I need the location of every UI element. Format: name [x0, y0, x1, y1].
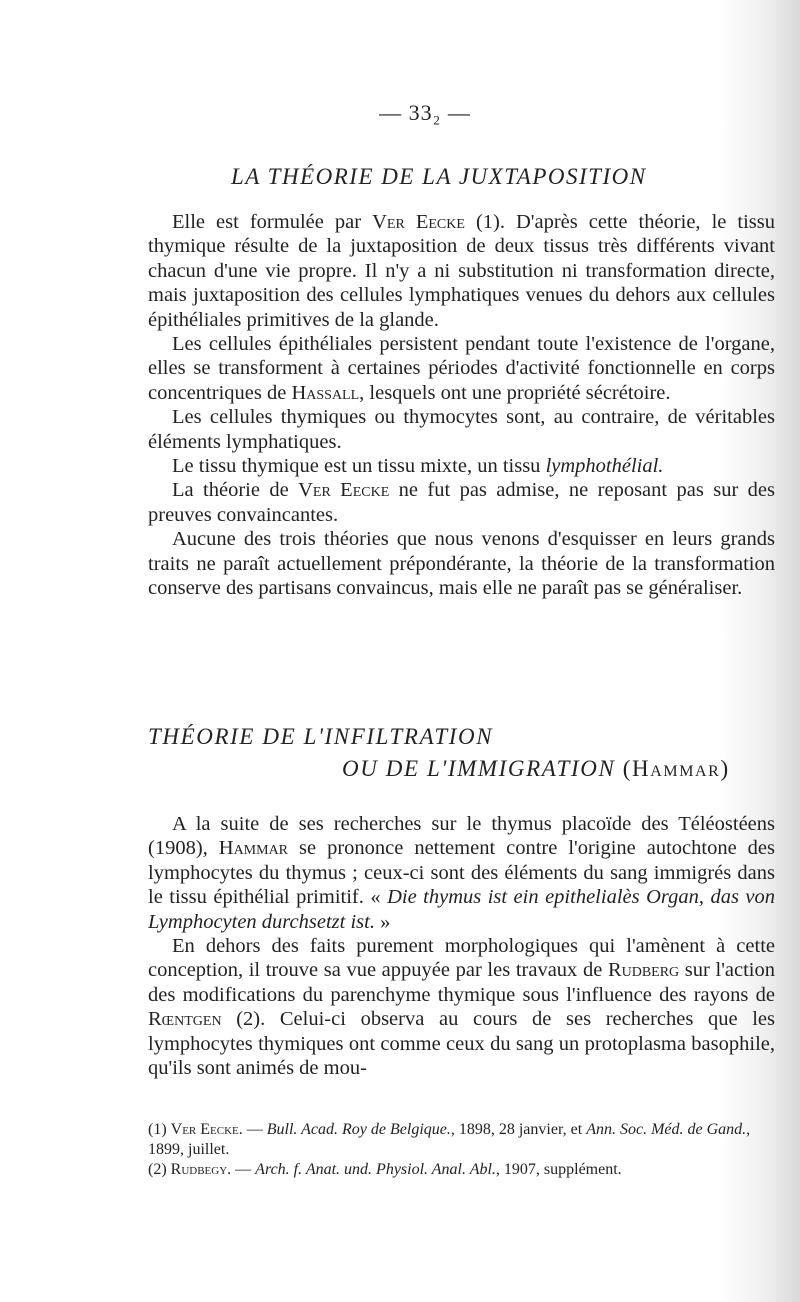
paragraph: Aucune des trois théories que nous venons d'esquisser en leurs grands traits ne paraît actuellement prépondérante, la théorie de la transformation conserve des partisans convaincus, mais elle ne paraît pas se généraliser. [148, 528, 775, 600]
section-title-immigration [342, 756, 730, 782]
footnote-source: Bull. Acad. Roy de Belgique. [266, 1121, 451, 1138]
text-run: , lesquels ont une propriété sécrétoire. [359, 381, 671, 404]
text-run: ne fut pas admise, ne reposant pas sur des preuves convaincantes. [148, 479, 775, 526]
text-run: Les cellules épithéliales persistent pendant toute l'existence de l'organe, elles se transforment à certaines périodes d'activité fonctionnelle en corps concentriques de [148, 333, 775, 404]
text-run: (2). Celui-ci observa au cours de ses recherches que les lymphocytes thymiques ont comme ceux du sang un protoplasma basophile, qu'ils sont animés de mou- [148, 1008, 775, 1080]
footnote-number: (1) [148, 1121, 171, 1138]
paragraph [148, 332, 775, 405]
footnotes [148, 1120, 788, 1180]
text-run: Le tissu thymique est un tissu mixte, un tissu [172, 455, 546, 478]
text-run: — [242, 1121, 267, 1138]
section-body-infiltration [148, 812, 775, 1080]
title-author: (Hammar) [622, 756, 730, 781]
section-title-infiltration: THÉORIE DE L'INFILTRATION [148, 724, 494, 749]
text-run: La théorie de [172, 479, 299, 502]
text-run: A la suite de ses recherches sur le thymus placoïde des Téléostéens (1908), [148, 813, 775, 860]
paragraph [148, 210, 775, 332]
emphasis: lymphothélial. [545, 455, 664, 478]
footnote-source: Ann. Soc. Méd. de Gand. [586, 1121, 747, 1138]
footnote-author: Ver Eecke. [170, 1121, 243, 1138]
paragraph [148, 454, 775, 478]
footnote-number: (2) [148, 1161, 171, 1178]
paragraph [148, 934, 775, 1080]
paragraph [148, 812, 775, 934]
quotation: Die thymus ist ein epithelialès Organ, das von Lymphocyten durchsetzt ist. [148, 886, 775, 933]
footnote-source: Arch. f. Anat. und. Physiol. Anal. Abl. [255, 1161, 496, 1178]
footnote-1 [148, 1120, 788, 1160]
text-run: En dehors des faits purement morphologiques qui l'amènent à cette conception, il trouve sa vue appuyée par les travaux de [148, 935, 775, 982]
text-run: sur l'action des modifications du parenchyme thymique sous l'influence des rayons de [148, 959, 775, 1006]
footnote-2 [148, 1160, 788, 1180]
page-number: — 33₂ — [379, 100, 471, 125]
paragraph: Les cellules thymiques ou thymocytes sont, au contraire, de véritables éléments lymphatiques. [148, 406, 775, 453]
text-run: Elle est formulée par [172, 211, 373, 233]
section-title-juxtaposition: LA THÉORIE DE LA JUXTAPOSITION [231, 164, 647, 189]
title-text: OU DE L'IMMIGRATION [342, 756, 616, 781]
text-run: — [231, 1161, 256, 1178]
section-body-juxtaposition [148, 210, 775, 601]
author-name: Hammar [218, 837, 289, 860]
text-run: » [374, 910, 391, 933]
paragraph [148, 478, 775, 527]
author-name: Ver Eecke [372, 211, 465, 233]
text-run: , 1899, juillet. [148, 1121, 751, 1158]
author-name: Rudberg [607, 959, 680, 982]
author-name: Ver Eecke [298, 479, 390, 502]
author-name: Hassall [291, 381, 360, 404]
text-run: , 1898, 28 janvier, et [450, 1121, 587, 1138]
footnote-author: Rudbegy. [170, 1161, 232, 1178]
author-name: Rœntgen [148, 1008, 222, 1031]
text-run: (1). D'après cette théorie, le tissu thymique résulte de la juxtaposition de deux tissus très différents vivant chacun d'une vie propre. Il n'y a ni substitution ni transformation directe, mais juxtaposition des cellules lymphatiques venues du dehors aux cellules épithéliales primitives de la glande. [148, 211, 776, 331]
text-run: se prononce nettement contre l'origine autochtone des lymphocytes du thymus ; ceux-ci sont des éléments du sang immigrés dans le tissu épithélial primitif. « [148, 837, 776, 909]
text-run: , 1907, supplément. [495, 1161, 622, 1178]
